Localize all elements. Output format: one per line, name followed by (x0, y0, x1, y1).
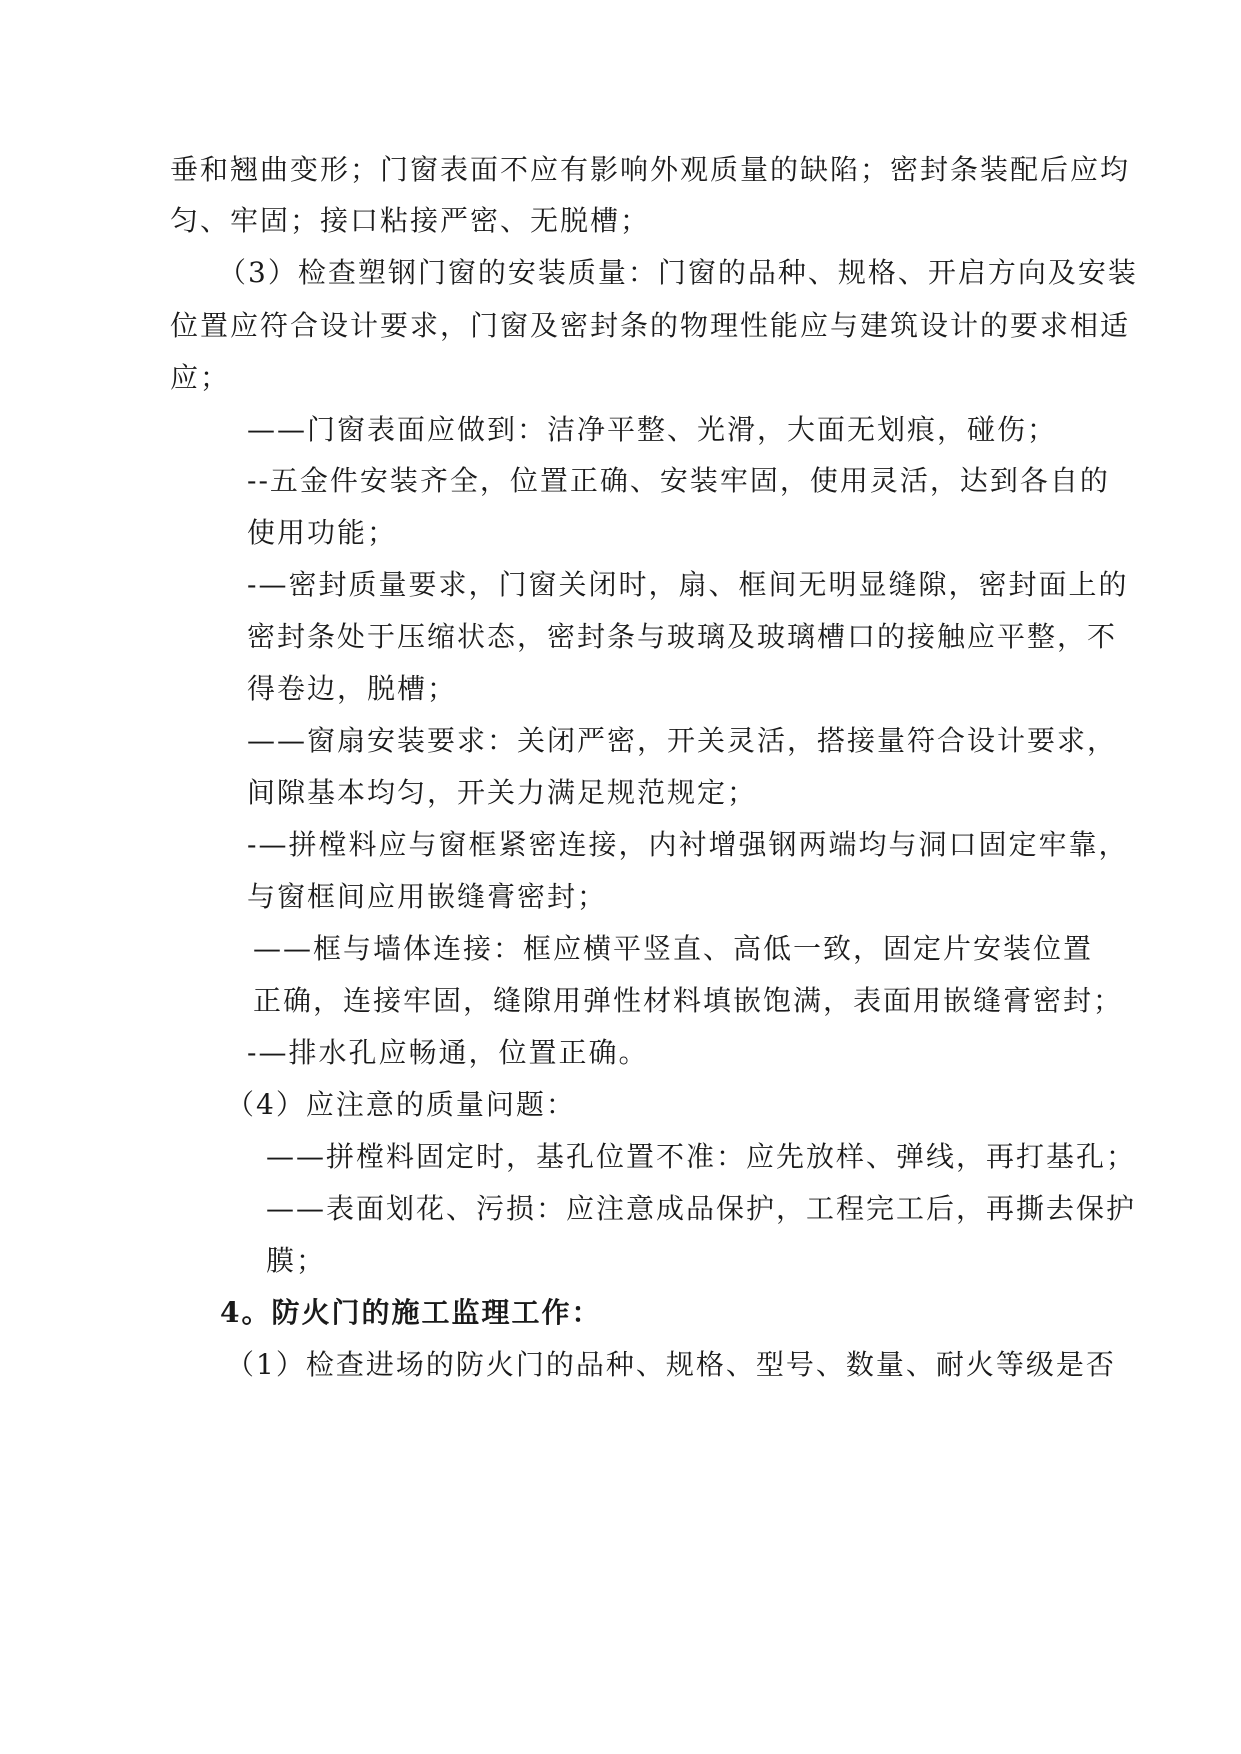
list-item: ——窗扇安装要求：关闭严密，开关灵活，搭接量符合设计要求， (247, 724, 1118, 757)
list-item: 正确，连接牢固，缝隙用弹性材料填嵌饱满，表面用嵌缝膏密封； (253, 984, 1124, 1017)
list-item: -—排水孔应畅通，位置正确。 (247, 1036, 649, 1069)
list-item: -—密封质量要求，门窗关闭时，扇、框间无明显缝隙，密封面上的 (247, 568, 1129, 601)
list-item: ——拼樘料固定时，基孔位置不准：应先放样、弹线，再打基孔； (266, 1140, 1137, 1173)
list-item: 间隙基本均匀，开关力满足规范规定； (247, 776, 758, 809)
body-line: 垂和翘曲变形；门窗表面不应有影响外观质量的缺陷；密封条装配后应均 (170, 153, 1131, 186)
body-line: 位置应符合设计要求，门窗及密封条的物理性能应与建筑设计的要求相适 (170, 309, 1131, 342)
list-item: ——框与墙体连接：框应横平竖直、高低一致，固定片安装位置 (253, 932, 1094, 965)
list-item: 与窗框间应用嵌缝膏密封； (247, 880, 608, 913)
section-title: 4。防火门的施工监理工作： (220, 1296, 602, 1329)
section-heading: （4）应注意的质量问题： (226, 1088, 576, 1121)
list-item: 膜； (266, 1244, 327, 1277)
list-item: --五金件安装齐全，位置正确、安装牢固，使用灵活，达到各自的 (247, 464, 1110, 497)
body-line: 匀、牢固；接口粘接严密、无脱槽； (170, 204, 651, 237)
list-item: ——表面划花、污损：应注意成品保护，工程完工后，再撕去保护 (266, 1192, 1137, 1225)
list-item: 使用功能； (247, 516, 398, 549)
list-item: 得卷边，脱槽； (247, 672, 458, 705)
body-line: 应； (170, 361, 231, 394)
body-line: （3）检查塑钢门窗的安装质量：门窗的品种、规格、开启方向及安装 (218, 256, 1138, 289)
body-line: （1）检查进场的防火门的品种、规格、型号、数量、耐火等级是否 (226, 1348, 1116, 1381)
list-item: 密封条处于压缩状态，密封条与玻璃及玻璃槽口的接触应平整，不 (247, 620, 1118, 653)
list-item: -—拼樘料应与窗框紧密连接，内衬增强钢两端均与洞口固定牢靠， (247, 828, 1129, 861)
list-item: ——门窗表面应做到：洁净平整、光滑，大面无划痕，碰伤； (247, 413, 1058, 446)
